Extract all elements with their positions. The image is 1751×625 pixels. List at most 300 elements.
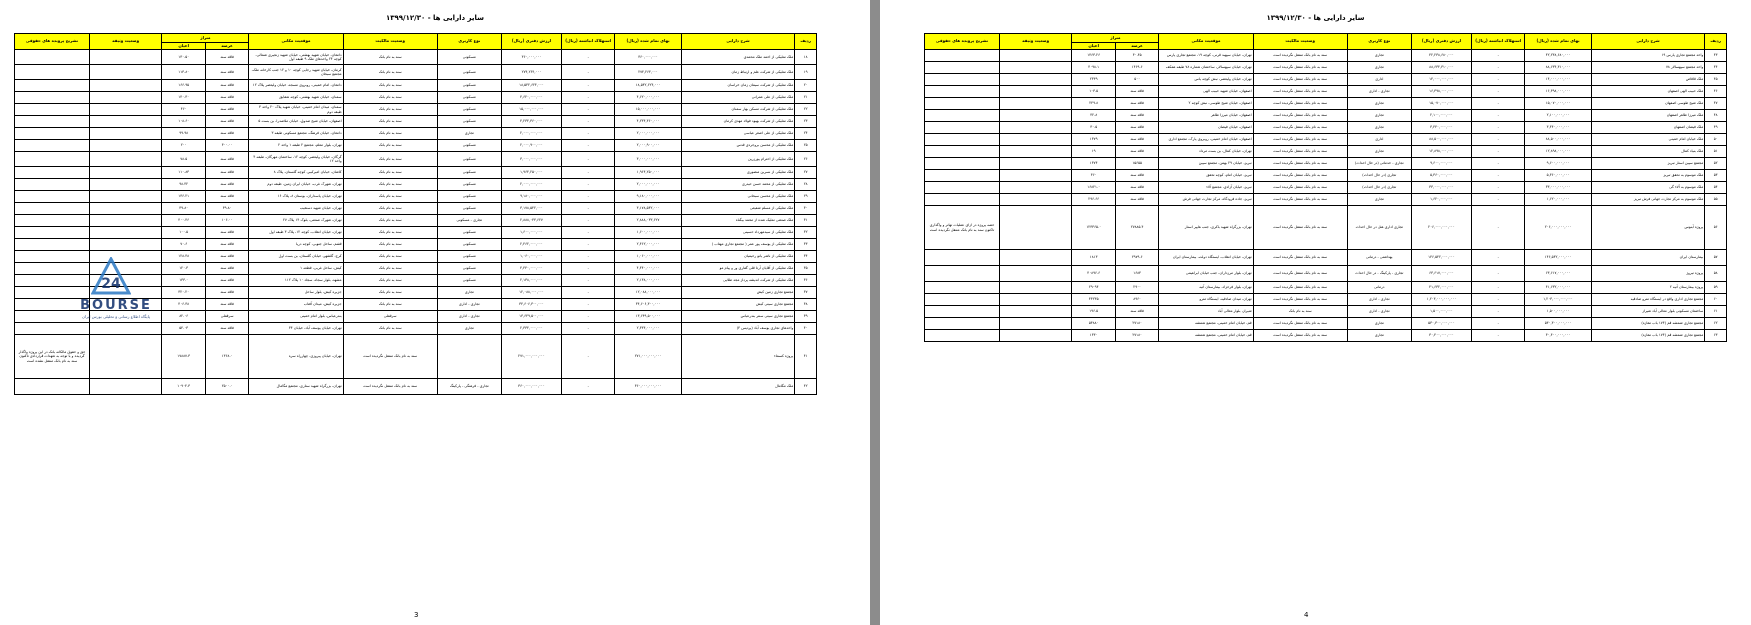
cell-own: سند به نام بانک (343, 128, 437, 140)
cell-loc: تهران، خیابان سپهسالار، ساختمان شماره ۷۸ طبقه همکف (1159, 62, 1253, 74)
watermark-subtitle: پایگاه اطلاع رسانی و تحلیلی بورس ایران (82, 314, 150, 319)
table-row (15, 179, 817, 191)
cell-loc: دامغان، امام خمینی، روبروی مسجد، خیابان ولیعصر پلاک ۱۲ (249, 80, 343, 92)
cell-bldg: ۲۰۰ (162, 140, 205, 152)
cell-dep: - (562, 335, 615, 379)
column-header-dep: استهلاک انباشته (ریال) (1472, 34, 1525, 50)
cell-desc: ملک تملیکی از علی اصغر عباسی (681, 128, 795, 140)
cell-land: فاقد سند (205, 263, 248, 275)
table-row (925, 110, 1727, 122)
cell-use: تجاری - مسکونی (437, 215, 501, 227)
cell-lease (999, 146, 1071, 158)
cell-row: ۴۹ (1705, 122, 1727, 134)
cell-land: فاقد سند (205, 287, 248, 299)
column-header-case: تشریح پرونده های حقوقی (15, 34, 90, 50)
cell-case (925, 110, 1000, 122)
cell-bldg: ۱۷۸۸۷.۳ (162, 335, 205, 379)
cell-row: ۳۵ (795, 263, 817, 275)
cell-land: ۲۷۱۸۰ (1115, 318, 1158, 330)
page-title: سایر دارایی ها - ۱۳۹۹/۱۲/۳۰ (1266, 14, 1365, 22)
cell-cost: ۲۷۱,۰۰۰,۰۰۰,۰۰۰ (615, 335, 681, 379)
cell-own: سند به نام بانک منتقل نگردیده است (1253, 86, 1347, 98)
cell-bldg: ۱۳۷۹ (1072, 134, 1115, 146)
cell-desc: ملک تملیکی از محسن بروجردی قدس (681, 140, 795, 152)
cell-lease (999, 110, 1071, 122)
cell-bldg: ۵۴.۰۳ (162, 323, 205, 335)
cell-bldg: ۱۶۶.۹۵ (162, 80, 205, 92)
page-title: سایر دارایی ها - ۱۳۹۹/۱۲/۳۰ (385, 14, 485, 22)
cell-case (15, 379, 90, 395)
cell-bldg: ۱۲۳۳۶۵.۰ (1072, 206, 1115, 250)
cell-use: مسکونی (437, 251, 501, 263)
cell-desc: واحد مجتمع تجاری پارس ۱۹ (1591, 50, 1705, 62)
cell-own: سند به نام بانک منتقل نگردیده است (1253, 182, 1347, 194)
cell-dep: - (1472, 194, 1525, 206)
table-row (925, 330, 1727, 342)
cell-dep: - (562, 92, 615, 104)
cell-lease (89, 104, 161, 116)
cell-own: سند به نام بانک منتقل نگردیده است (1253, 98, 1347, 110)
cell-row: ۲۹ (795, 191, 817, 203)
cell-use: تجاری (1347, 146, 1411, 158)
cell-cost: ۱۶,۳۹۸,۰۰۰,۰۰۰ (1525, 86, 1591, 98)
cell-dep: - (1472, 50, 1525, 62)
table-row (925, 50, 1727, 62)
cell-cost: ۱,۹۶۴,۲۵۰,۰۰۰ (615, 167, 681, 179)
table-row (925, 98, 1727, 110)
cell-row: ۴۸ (1705, 110, 1727, 122)
cell-own: سند به نام بانک (343, 152, 437, 167)
cell-dep: - (1472, 266, 1525, 282)
cell-desc: مجتمع تجاری اداری واقع در ایستگاه مترو صادقیه (1591, 294, 1705, 306)
cell-cost: ۱۲,۰۸۸,۰۰۰,۰۰۰ (615, 287, 681, 299)
cell-loc: مشهد، بلوار سجاد، سجاد ۱۰ پلاک ۱۱۲ (249, 275, 343, 287)
cell-dep: - (1472, 170, 1525, 182)
cell-use: تجاری - اداری (437, 299, 501, 311)
cell-dep: - (1472, 250, 1525, 266)
column-header-loc: موقعیت مکانی (249, 34, 343, 50)
column-header-bldg: اعیان (1072, 43, 1115, 50)
cell-row: ۱۹ (795, 65, 817, 80)
cell-cost: ۸۸,۶۳۴,۳۱۰,۰۰۰ (1525, 62, 1591, 74)
table-row (925, 74, 1727, 86)
cell-bldg: ۱۲۸.۴۸ (162, 251, 205, 263)
cell-case (15, 203, 90, 215)
cell-own: سند به نام بانک (343, 104, 437, 116)
cell-cost: ۲,۰۰۰,۰۰۰,۰۰۰ (615, 128, 681, 140)
cell-loc: دامغان، خیابان شهید بهشتی، خیابان شهید زنجیری شمالی، کوچه ۲۴ واحدهای ملک ۹ طبقه اول (249, 50, 343, 65)
cell-lease (999, 74, 1071, 86)
cell-desc: ملک تملیکی از شرکت علم و ارتباط زمان (681, 65, 795, 80)
cell-own: سند به نام بانک منتقل نگردیده است (343, 379, 437, 395)
cell-row: ۲۰ (795, 80, 817, 92)
table-row (925, 86, 1727, 98)
cell-use: تجاری (1347, 62, 1411, 74)
cell-lease (89, 227, 161, 239)
cell-own: سند به نام بانک (343, 92, 437, 104)
column-header-row: ردیف (795, 34, 817, 50)
cell-land: فاقد سند (205, 251, 248, 263)
cell-lease (999, 294, 1071, 306)
cell-dep: - (562, 263, 615, 275)
cell-lease (89, 191, 161, 203)
cell-desc: مجتمع تجاری شمشه قم (۱۷۴ باب مغازه) (1591, 330, 1705, 342)
cell-bldg: ۹۹.۹۸ (162, 128, 205, 140)
cell-row: ۲۴ (795, 128, 817, 140)
cell-bldg: ۴۶۰ (162, 104, 205, 116)
cell-dep: - (562, 140, 615, 152)
cell-book: ۲,۳۳۴,۰۰۰,۰۰۰ (501, 323, 561, 335)
cell-cost: ۱,۲۰۳,۰۰۰,۰۰۰,۰۰۰ (1525, 294, 1591, 306)
cell-dep: - (562, 152, 615, 167)
cell-bldg: ۴۰۰.۴۶ (162, 215, 205, 227)
cell-book: ۱,۶۲۰,۰۰۰,۰۰۰ (1411, 194, 1471, 206)
cell-loc: بندرعباس، بلوار امام خمینی (249, 311, 343, 323)
cell-own: سند به نام بانک (343, 203, 437, 215)
cell-case (15, 191, 90, 203)
page-number: 4 (1304, 611, 1309, 619)
cell-dep: - (562, 299, 615, 311)
table-row (15, 50, 817, 65)
cell-use (437, 335, 501, 379)
cell-desc: پروژه بیمارستان آتیه ۲ (1591, 282, 1705, 294)
cell-row: ۴۷ (1705, 98, 1727, 110)
cell-case (15, 215, 90, 227)
cell-lease (89, 50, 161, 65)
cell-desc: ملک تملیکی از علی عمرانی (681, 92, 795, 104)
cell-book: ۵۳۰,۳۰۰,۰۰۰,۰۰۰ (1411, 318, 1471, 330)
table-header-row (925, 34, 1727, 43)
cell-dep: - (562, 80, 615, 92)
cell-loc: اصفهان، خیابان شیخ طوسی، نبش کوچه ۲ (1159, 98, 1253, 110)
cell-case (15, 65, 90, 80)
cell-lease (999, 170, 1071, 182)
cell-book: ۳۴,۶۰۶,۳۰۰,۰۰۰ (501, 299, 561, 311)
cell-cost: ۱,۰۶۰,۰۰۰,۰۰۰ (615, 251, 681, 263)
cell-row: ۵۱ (1705, 146, 1727, 158)
cell-use: تجاری (1347, 194, 1411, 206)
cell-row: ۱۸ (795, 50, 817, 65)
cell-own: سند به نام بانک منتقل نگردیده است (1253, 122, 1347, 134)
cell-cost: ۸۸,۵۰۰,۰۰۰,۰۰۰ (1525, 134, 1591, 146)
cell-use: اداری (1347, 134, 1411, 146)
cell-bldg: ۱۶۸۲۱.۰ (1072, 182, 1115, 194)
cell-book: ۲,۸۸۸,۰۳۳,۶۲۷ (501, 215, 561, 227)
cell-book: ۴,۲۳۴,۳۶۰,۰۰۰ (501, 116, 561, 128)
cell-desc: ملک تملیکی از شرکت بهبود فولاد مهدی کرمان (681, 116, 795, 128)
cell-land: فاقد سند (1115, 194, 1158, 206)
cell-land: فاقد سند (205, 65, 248, 80)
cell-cost: ۵۳۰,۳۰۰,۰۰۰,۰۰۰ (1525, 318, 1591, 330)
column-header-case: تشریح پرونده های حقوقی (925, 34, 1000, 50)
table-row (925, 122, 1727, 134)
document-page-left (0, 0, 870, 625)
cell-book: ۲,۱۰۰,۰۰۰,۰۰۰ (1411, 110, 1471, 122)
cell-case (925, 86, 1000, 98)
cell-bldg: ۱۲۰.۳ (162, 263, 205, 275)
cell-desc: ملک خیابان امام خمینی (1591, 134, 1705, 146)
cell-cost: ۳۶۰,۰۰۰,۰۰۰,۰۰۰ (615, 379, 681, 395)
cell-book: ۳۰,۴۰۰,۰۰۰,۰۰۰ (1411, 330, 1471, 342)
cell-loc: قم، خیابان امام خمینی، مجتمع شمشه (1159, 330, 1253, 342)
cell-lease (89, 215, 161, 227)
cell-desc: ملک تملیکی از احترام پورزرین (681, 152, 795, 167)
cell-land: فاقد سند (1115, 86, 1158, 98)
cell-case (925, 74, 1000, 86)
cell-desc: ملک موسوم به آلاء گی (1591, 182, 1705, 194)
cell-land: ۳۰۰.۰۰ (205, 140, 248, 152)
cell-bldg: ۷۰.۶ (162, 239, 205, 251)
cell-bldg: ۸۲.۰۶ (162, 311, 205, 323)
cell-dep: - (1472, 330, 1525, 342)
cell-case (15, 104, 90, 116)
cell-own: سند به نام بانک (343, 299, 437, 311)
cell-desc: ملک موسوم به تحقق تبریز (1591, 170, 1705, 182)
cell-use: تجاری (437, 323, 501, 335)
cell-land: فاقد سند (205, 152, 248, 167)
cell-cost: ۲,۴۶۲,۰۰۰,۰۰۰ (615, 239, 681, 251)
table-row (15, 335, 817, 379)
table-row (15, 239, 817, 251)
cell-use: تجاری - اداری (437, 311, 501, 323)
cell-book: ۲,۴۶۲,۰۰۰,۰۰۰ (501, 239, 561, 251)
cell-land: فاقد سند (1115, 306, 1158, 318)
document-page-right (880, 0, 1751, 625)
cell-land: ۲۷۱۸۰ (1115, 330, 1158, 342)
cell-dep: - (562, 275, 615, 287)
cell-case (15, 167, 90, 179)
cell-dep: - (562, 215, 615, 227)
cell-land: فاقد سند (205, 299, 248, 311)
cell-land: فاقد سند (205, 128, 248, 140)
column-header-area: متراژ (1072, 34, 1159, 43)
cell-lease (89, 128, 161, 140)
cell-book: ۳,۱۷۸,۵۴۲,۰۰۰ (501, 203, 561, 215)
cell-loc: تهران، خیابان پیروزی، چهارراه سره (249, 335, 343, 379)
cell-row: ۲۸ (795, 179, 817, 191)
cell-bldg: ۲۳۳۹ (1072, 74, 1115, 86)
cell-land: فاقد سند (205, 275, 248, 287)
cell-cost: ۹,۶۰۰,۰۰۰,۰۰۰ (1525, 158, 1591, 170)
cell-bldg: ۲۴۹.۸ (1072, 98, 1115, 110)
cell-cost: ۳,۴۴۰,۰۰۰,۰۰۰ (1525, 122, 1591, 134)
cell-loc: اصفهان، خیابان امام خمینی، روبروی پارک، مجتمع اداری (1159, 134, 1253, 146)
cell-use: تجاری (1347, 318, 1411, 330)
cell-bldg: ۲۹۶.۶۶ (1072, 194, 1115, 206)
cell-book: ۱,۶۰۰,۰۰۰,۰۰۰ (501, 227, 561, 239)
cell-lease (89, 179, 161, 191)
cell-case (15, 140, 90, 152)
cell-bldg: ۱۸۱۳ (1072, 250, 1115, 266)
cell-lease (999, 86, 1071, 98)
cell-book: ۶۳,۶۱۷,۰۰۰,۰۰۰ (1411, 266, 1471, 282)
cell-book: ۴۱,۶۳۲,۰۰۰,۰۰۰ (1411, 282, 1471, 294)
cell-bldg: ۱۰۹۰۴.۳ (162, 379, 205, 395)
cell-land: ۲۹۰۰ (1115, 282, 1158, 294)
cell-row: ۴۴ (1705, 62, 1727, 74)
cell-dep: - (1472, 306, 1525, 318)
cell-use: مسکونی (437, 50, 501, 65)
cell-dep: - (562, 239, 615, 251)
cell-loc: جزیره کیش، میدان آفتاب (249, 299, 343, 311)
cell-dep: - (562, 116, 615, 128)
cell-bldg: ۱۰۳.۵ (1072, 86, 1115, 98)
cell-use: مسکونی (437, 275, 501, 287)
cell-cost: ۱۲,۸۹۸,۰۰۰,۰۰۰ (1525, 146, 1591, 158)
cell-desc: ملک بنیاد کمال (1591, 146, 1705, 158)
column-header-loc: موقعیت مکانی (1159, 34, 1253, 50)
table-row (925, 306, 1727, 318)
cell-cost: ۲۷۴,۲۶۴,۰۰۰ (615, 65, 681, 80)
cell-cost: ۴,۶۲۰,۰۰۰,۰۰۰ (615, 92, 681, 104)
cell-loc: گرگان، خیابان ولیعصر، کوچه ۱۲، ساختمان مهرگان، طبقه ۴ واحد ۱۲ (249, 152, 343, 167)
column-header-cost: بهای تمام شده (ریال) (1525, 34, 1591, 50)
cell-case (925, 250, 1000, 266)
cell-row: ۵۵ (1705, 194, 1727, 206)
cell-loc: تهران، بلوار مرزداران، جنب خیابان ابراهیمی (1159, 266, 1253, 282)
cell-own: سند به نام بانک (343, 263, 437, 275)
cell-row: ۵۴ (1705, 182, 1727, 194)
cell-cost: ۵,۳۶۰,۰۰۰,۰۰۰ (1525, 170, 1591, 182)
cell-book: ۱۵,۰۰۰,۰۰۰,۰۰۰ (501, 104, 561, 116)
cell-land: فاقد سند (205, 191, 248, 203)
cell-use: مسکونی (437, 191, 501, 203)
table-row (925, 294, 1727, 306)
cell-land: ۲۹۷۹.۶ (1115, 250, 1158, 266)
cell-land: ۱۶۸۳ (1115, 266, 1158, 282)
cell-bldg: ۱۰۰.۵ (162, 227, 205, 239)
cell-cost: ۱۸,۵۴۲,۶۲۴,۰۰۰ (615, 80, 681, 92)
cell-dep: - (562, 251, 615, 263)
cell-land: فاقد سند (1115, 110, 1158, 122)
table-row (925, 194, 1727, 206)
cell-loc: تهران، بزرگراه شهید باکری، جنب هایپر استار (1159, 206, 1253, 250)
column-header-use: نوع کاربری (1347, 34, 1411, 50)
cell-dep: - (562, 287, 615, 299)
cell-lease (999, 318, 1071, 330)
cell-case (925, 194, 1000, 206)
cell-use: مسکونی (437, 179, 501, 191)
cell-use: تجاری (در حال احداث) (1347, 182, 1411, 194)
cell-own: سند به نام بانک منتقل نگردیده است (1253, 282, 1347, 294)
cell-land: ۲۵۰۰.۰ (205, 379, 248, 395)
cell-loc: تبریز، جاده فرودگاه، مرکز تجارت جهانی فرش (1159, 194, 1253, 206)
cell-case: حق و حقوق مالکانه بانک در این پروژه واگذار گردیده و با توجه به تعهدات قراردادی تاکنون سند به نام بانک منتقل نشده است (15, 335, 90, 379)
cell-land: ۳۰.۴۵ (1115, 50, 1158, 62)
cell-use: مسکونی (437, 239, 501, 251)
cell-bldg: ۱۹۶.۵ (1072, 306, 1115, 318)
cell-row: ۴۰ (795, 323, 817, 335)
cell-book: ۱۸,۵۴۲,۶۲۴,۰۰۰ (501, 80, 561, 92)
cell-own: سند به نام بانک منتقل نگردیده است (1253, 50, 1347, 62)
cell-case (925, 330, 1000, 342)
cell-loc: تهران، خیابان پاسداران، بوستان ۸، پلاک ۱۶ (249, 191, 343, 203)
table-row (925, 266, 1727, 282)
cell-desc: ملک تملیکی از سیدمهرداد حسینی (681, 227, 795, 239)
cell-loc: دامغان، خیابان فرهنگ، مجتمع مسکونی طبقه ۳ (249, 128, 343, 140)
cell-bldg: ۴۳۲۳۵ (1072, 294, 1115, 306)
cell-desc: ملک حبیب الهی اصفهان (1591, 86, 1705, 98)
cell-row: ۳۴ (795, 251, 817, 263)
cell-cost: ۱,۶۰۰,۰۰۰,۰۰۰ (615, 227, 681, 239)
table-row (15, 379, 817, 395)
cell-land: فاقد سند (205, 116, 248, 128)
cell-dep: - (562, 50, 615, 65)
cell-desc: ملک تملیکی از محسن سبحانی (681, 191, 795, 203)
table-row (15, 80, 817, 92)
cell-dep: - (1472, 182, 1525, 194)
cell-loc: اصفهان، خیابان میرزا طاهر (1159, 110, 1253, 122)
cell-use: تجاری - فرهنگی - پارکینگ (437, 379, 501, 395)
cell-book: ۴,۴۴۰,۰۰۰,۰۰۰ (501, 263, 561, 275)
cell-bldg: ۱۰۸.۶۰ (162, 116, 205, 128)
cell-case (925, 50, 1000, 62)
cell-use: مسکونی (437, 116, 501, 128)
assets-table (924, 33, 1727, 342)
cell-use: تجاری - اداری (1347, 306, 1411, 318)
cell-cost: ۱۴۶,۵۴۲,۰۰۰,۰۰۰ (1525, 250, 1591, 266)
cell-desc: ملک تملیکی از شرکت سیمان زمان خراسان (681, 80, 795, 92)
bourse-24-emblem-icon (91, 257, 131, 297)
cell-loc: تهران، بزرگراه شهید ستاری، مجتمع مگامال (249, 379, 343, 395)
cell-row: ۶۰ (1705, 294, 1727, 306)
cell-land: ۸۹۶۰ (1115, 294, 1158, 306)
cell-row: ۴۳ (1705, 50, 1727, 62)
cell-dep: - (1472, 62, 1525, 74)
cell-use: مسکونی (437, 80, 501, 92)
cell-bldg: ۳۰.۵ (1072, 122, 1115, 134)
cell-land: فاقد سند (205, 80, 248, 92)
column-header-lease: وضعیت وثیقه (89, 34, 161, 50)
cell-desc: مجتمع تجاری زمین کیش (681, 287, 795, 299)
cell-book: ۸۸,۶۳۴,۳۱۰,۰۰۰ (1411, 62, 1471, 74)
cell-use: مسکونی (437, 104, 501, 116)
cell-case (925, 318, 1000, 330)
table-row (15, 104, 817, 116)
cell-use: تجاری (1347, 122, 1411, 134)
cell-bldg: ۱۱۰.۸۳ (162, 167, 205, 179)
column-header-book: ارزش دفتری (ریال) (501, 34, 561, 50)
cell-own: سند به نام بانک منتقل نگردیده است (1253, 158, 1347, 170)
cell-book: ۲۷۱,۰۰۰,۰۰۰,۰۰۰ (501, 335, 561, 379)
table-row (925, 250, 1727, 266)
cell-dep: - (562, 191, 615, 203)
cell-loc: کاشان، خیابان امیرکبیر، کوچه گلستان، پلاک ۸ (249, 167, 343, 179)
cell-row: ۵۹ (1705, 282, 1727, 294)
cell-case (15, 227, 90, 239)
cell-land: فاقد سند (1115, 98, 1158, 110)
cell-use: تجاری - خدماتی (در حال احداث) (1347, 158, 1411, 170)
cell-desc: ملک شیخ طوسی اصفهان (1591, 98, 1705, 110)
cell-dep: - (562, 379, 615, 395)
cell-cost: ۳۰,۴۰۰,۰۰۰,۰۰۰ (1525, 330, 1591, 342)
cell-lease (999, 134, 1071, 146)
cell-own: سند به نام بانک (343, 275, 437, 287)
cell-lease (89, 239, 161, 251)
cell-bldg: ۱۱۳.۸۰ (162, 65, 205, 80)
cell-desc: پروژه کسماء (681, 335, 795, 379)
cell-own: سند به نام بانک منتقل نگردیده است (1253, 170, 1347, 182)
cell-lease (999, 330, 1071, 342)
cell-row: ۳۶ (795, 275, 817, 287)
cell-cost: ۲,۱۰۰,۰۰۰,۰۰۰ (1525, 110, 1591, 122)
cell-own: سند به نام بانک (343, 251, 437, 263)
cell-loc: شیراز، بلوار معالی آباد (1159, 306, 1253, 318)
cell-bldg: ۱۳۰.۵۰ (162, 50, 205, 65)
table-row (925, 134, 1727, 146)
cell-book: ۴,۶۲۰,۰۰۰,۰۰۰ (501, 92, 561, 104)
cell-own: سند به نام بانک منتقل نگردیده است (1253, 146, 1347, 158)
